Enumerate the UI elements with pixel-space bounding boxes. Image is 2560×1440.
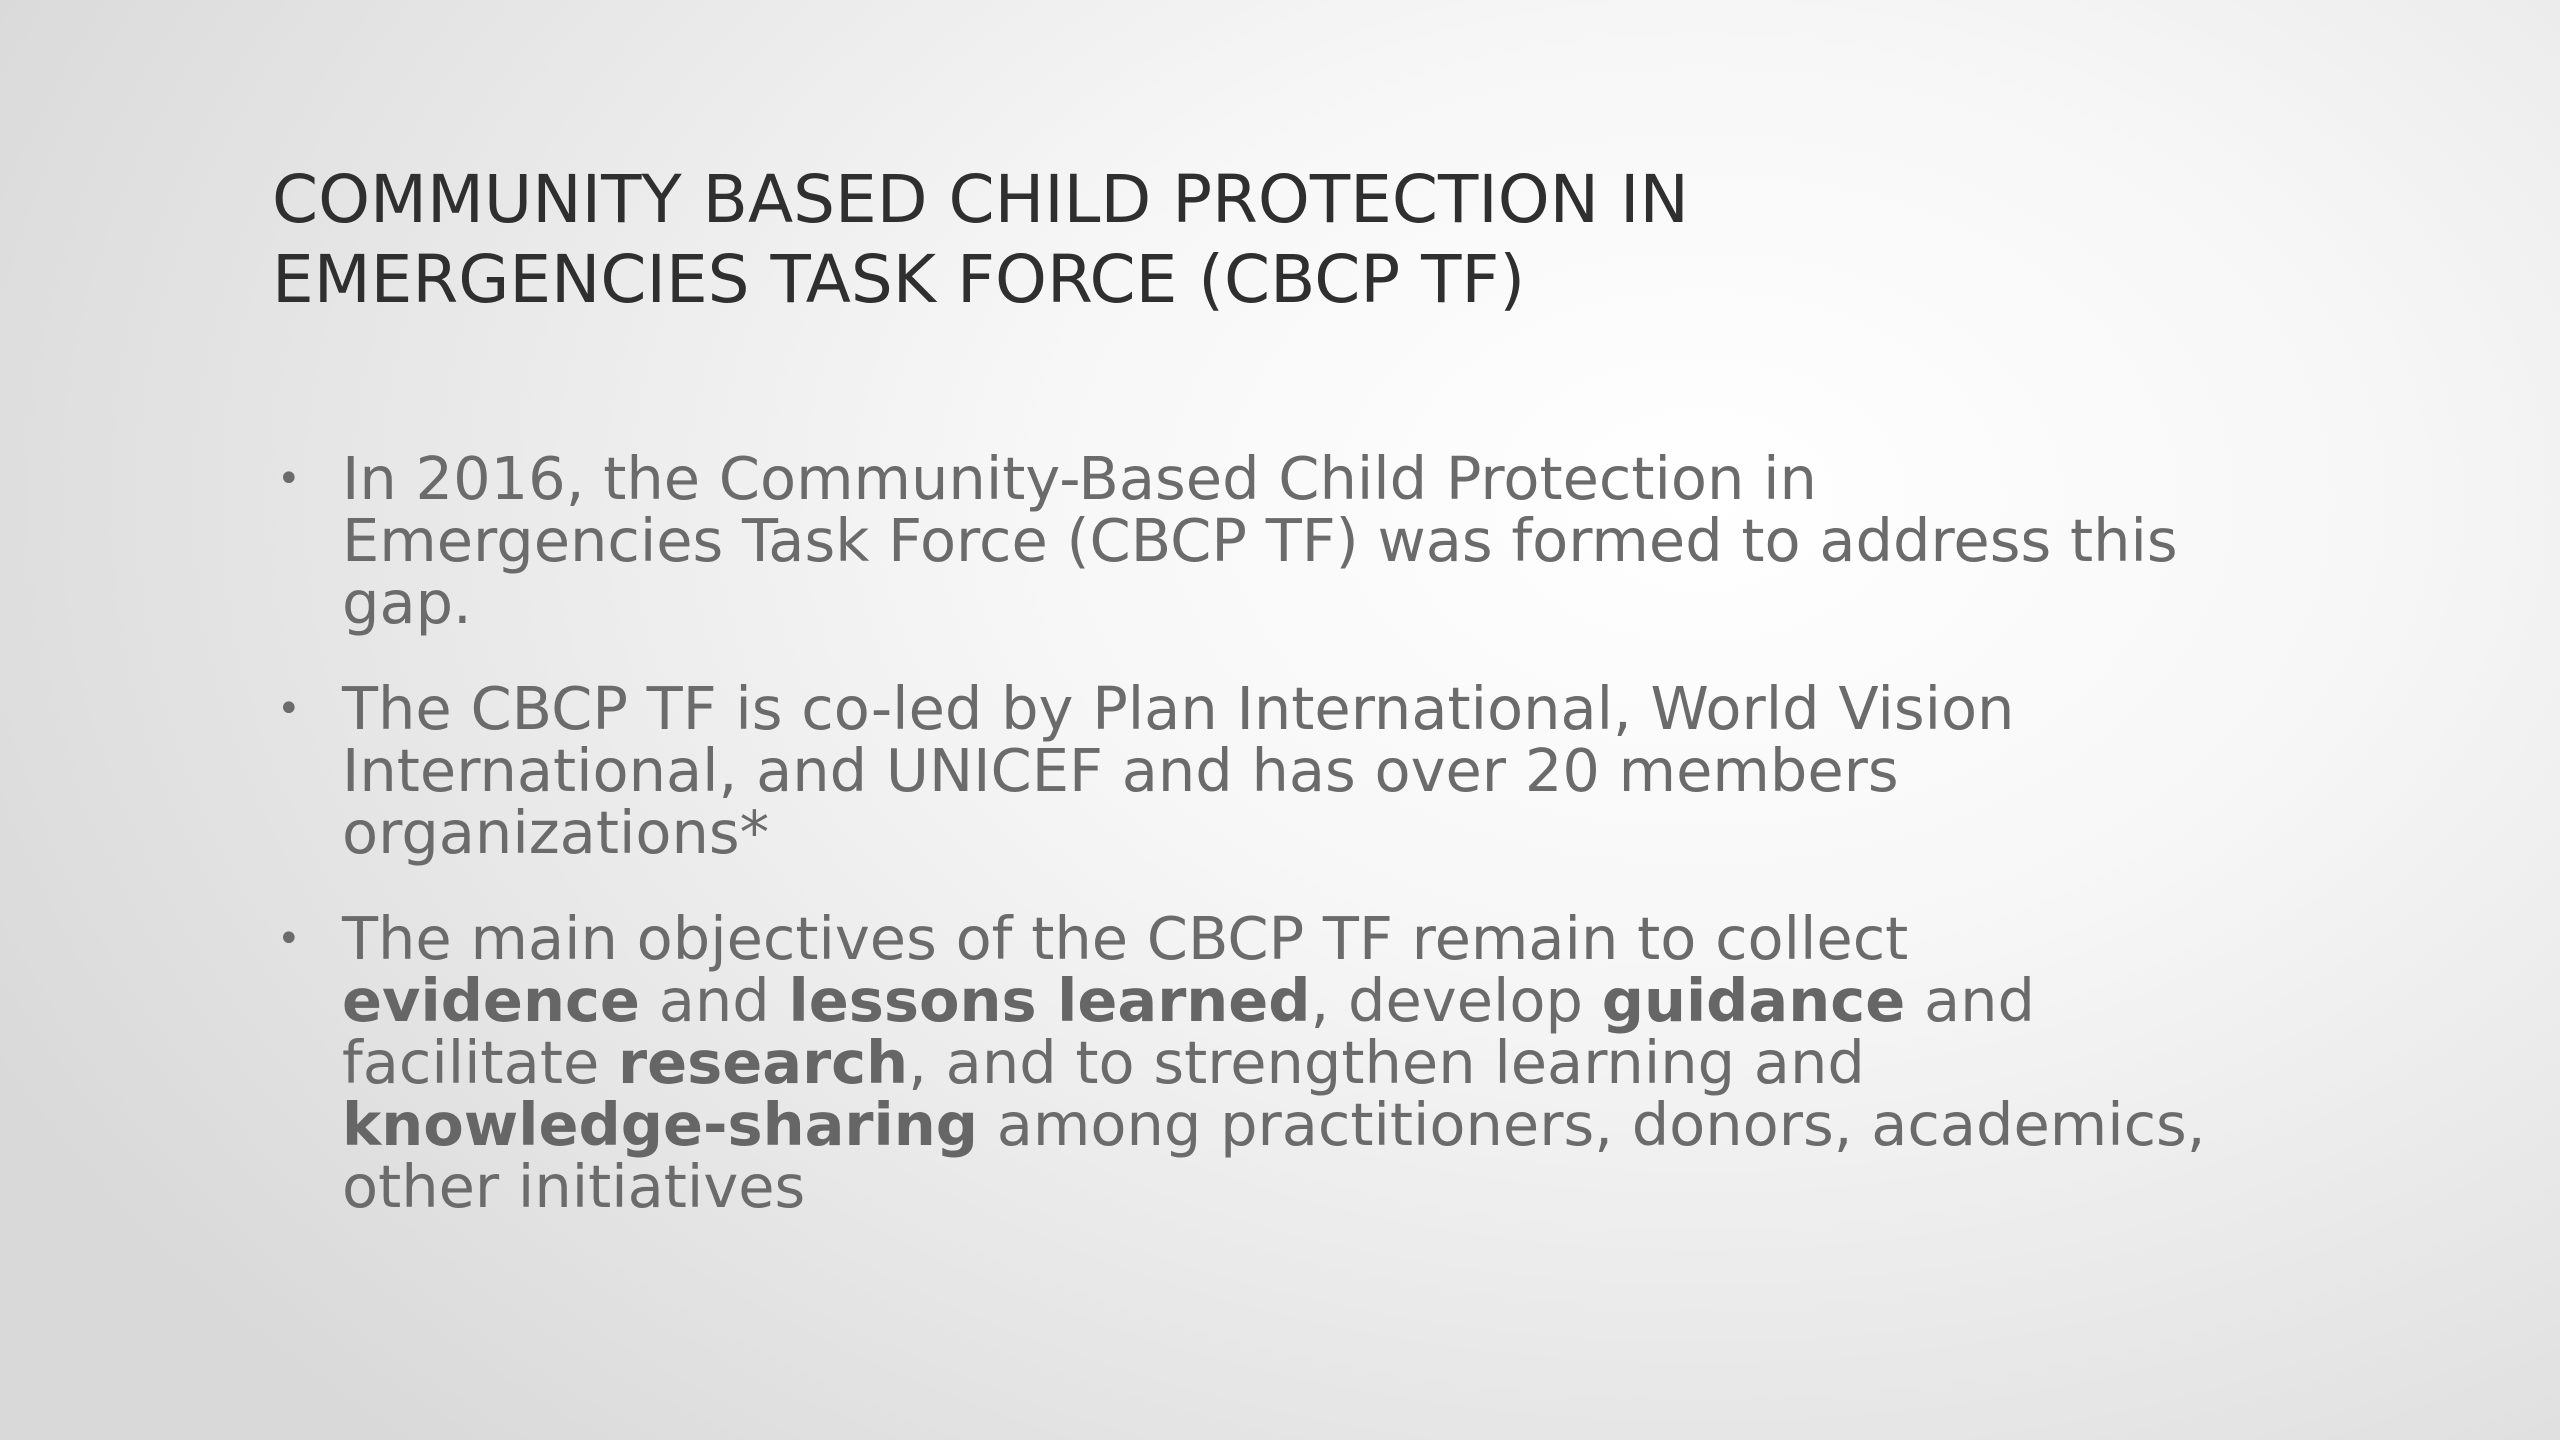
slide-title-line: COMMUNITY BASED CHILD PROTECTION IN: [272, 161, 1689, 238]
bullet-text-line: [342, 966, 2292, 1035]
bullet-text-line: organizations*: [342, 798, 770, 867]
bullet-item-formation: [272, 444, 2292, 637]
bullet-dot-icon: •: [277, 686, 301, 732]
bold-keyword-research: research: [618, 1028, 909, 1097]
bullet-text-line: [342, 1090, 2292, 1159]
bullet-text-segment: and: [639, 966, 789, 1035]
bullet-text-line: The CBCP TF is co-led by Plan International, World Vision: [342, 674, 2015, 743]
bold-keyword-lessons-learned: lessons learned: [788, 966, 1311, 1035]
bullet-dot-icon: •: [277, 456, 301, 502]
bullet-text-line: Emergencies Task Force (CBCP TF) was formed to address this: [342, 506, 2178, 575]
bullet-item-co-leads: [272, 674, 2292, 867]
bold-keyword-knowledge-sharing: knowledge-sharing: [342, 1090, 978, 1159]
bullet-item-objectives: [272, 904, 2292, 1221]
bullet-text-segment: among practitioners, donors, academics,: [977, 1090, 2206, 1159]
bullet-dot-icon: •: [277, 916, 301, 962]
bullet-text-line: other initiatives: [342, 1152, 806, 1221]
bold-keyword-guidance: guidance: [1601, 966, 1906, 1035]
slide-title-line: EMERGENCIES TASK FORCE (CBCP TF): [272, 241, 1526, 318]
bullet-text-segment: , develop: [1310, 966, 1602, 1035]
bullet-text-line: International, and UNICEF and has over 20 members: [342, 736, 1899, 805]
bold-keyword-evidence: evidence: [342, 966, 640, 1035]
bullet-text-segment: , and to strengthen learning and: [908, 1028, 1865, 1097]
bullet-text-line: gap.: [342, 568, 472, 637]
bullet-list: [272, 444, 2292, 1262]
slide-title: [272, 160, 2172, 320]
bullet-text-segment: and: [1905, 966, 2035, 1035]
bullet-text-segment: facilitate: [342, 1028, 619, 1097]
bullet-text-line: In 2016, the Community-Based Child Protection in: [342, 444, 1817, 513]
bullet-text-line: The main objectives of the CBCP TF remain to collect: [342, 904, 1909, 973]
bullet-text-line: [342, 1028, 2292, 1097]
